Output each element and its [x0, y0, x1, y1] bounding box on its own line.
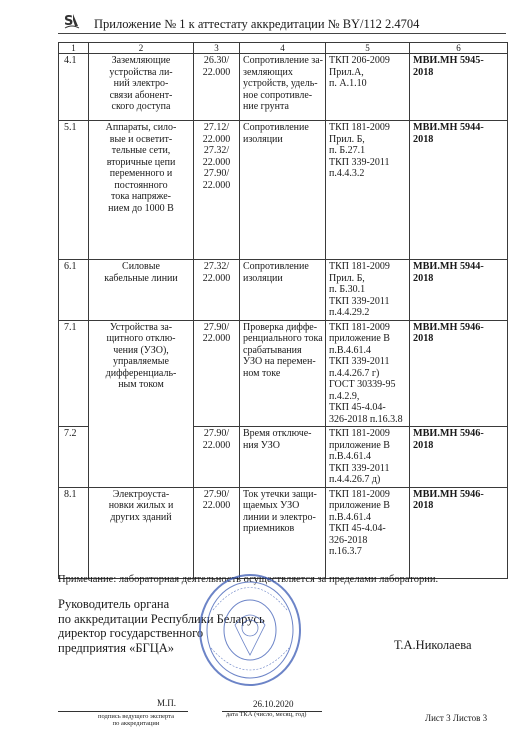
- text-line: п. Б.30.1: [329, 284, 366, 295]
- table-row: [59, 121, 508, 260]
- text-line: 326-2018: [329, 534, 368, 546]
- column-number: 6: [410, 43, 508, 54]
- text-line: 22.000: [202, 500, 231, 511]
- text-line: ТКП 339-2011: [329, 156, 390, 168]
- svg-text:S: S: [64, 14, 74, 29]
- text-line: п.4.4.3.2: [329, 168, 365, 179]
- text-line: приложение В: [329, 500, 390, 511]
- accreditation-date: 26.10.2020: [253, 699, 294, 709]
- text-line: п.4.2.9,: [329, 390, 360, 402]
- text-line: ТКП 339-2011: [329, 356, 390, 367]
- footnote: Примечание: лабораторная деятельность осуществляется за пределами лаборатории.: [58, 574, 439, 585]
- standard-document: [326, 121, 410, 260]
- expert-signature-caption: [88, 713, 184, 727]
- text-line: Устройства за-: [109, 321, 173, 333]
- product-code: [194, 427, 240, 488]
- table-row: [59, 54, 508, 121]
- item-number: 4.1: [59, 54, 89, 121]
- text-line: Аппараты, сило-: [105, 122, 177, 133]
- test-method: МВИ.МН 5944-2018: [410, 260, 508, 321]
- test-object: [89, 121, 194, 260]
- text-line: других зданий: [110, 511, 172, 523]
- text-line: приложение В: [329, 439, 390, 451]
- text-line: п.16.3.7: [329, 546, 362, 557]
- text-line: ТКП 206-2009: [329, 55, 390, 66]
- column-number: 4: [240, 43, 326, 54]
- text-line: ТКП 181-2009: [329, 488, 390, 500]
- text-line: 22.000: [202, 179, 231, 191]
- accreditation-scope-table: [58, 42, 508, 579]
- table-row: [59, 320, 508, 427]
- text-line: постоянного: [114, 179, 168, 191]
- text-line: ным током: [118, 379, 164, 390]
- text-line: переменного и: [109, 168, 173, 179]
- text-line: ТКП 339-2011: [329, 295, 390, 307]
- text-line: ТКП 45-4.04-: [329, 523, 386, 534]
- text-line: 27.32/: [203, 145, 230, 156]
- text-line: срабатывания: [243, 344, 302, 356]
- text-line: приемников: [243, 523, 295, 534]
- column-number: 1: [59, 43, 89, 54]
- table-row: [59, 260, 508, 321]
- text-line: ТКП 181-2009: [329, 261, 390, 272]
- stamp-place-label: М.П.: [157, 698, 177, 708]
- product-code: [194, 260, 240, 321]
- text-line: новки жилых и: [108, 500, 174, 511]
- text-line: линии и электро-: [243, 511, 316, 523]
- product-code: [194, 320, 240, 427]
- text-line: по аккредитации Республики Беларусь: [58, 611, 265, 626]
- column-number: 5: [326, 43, 410, 54]
- header-rule: [58, 33, 506, 34]
- text-line: 22.000: [202, 272, 231, 284]
- item-number: 7.1: [59, 320, 89, 427]
- text-line: Прил. Б,: [329, 133, 365, 145]
- text-line: 27.90/: [203, 428, 230, 439]
- text-line: Проверка диффе-: [243, 321, 318, 333]
- text-line: вторичные цепи: [106, 156, 176, 168]
- text-line: ния УЗО: [243, 439, 280, 451]
- expert-signature-line: [58, 711, 188, 712]
- text-line: 22.000: [202, 133, 231, 145]
- standard-document: [326, 260, 410, 321]
- official-seal-icon: [195, 570, 305, 690]
- text-line: Силовые: [122, 261, 160, 272]
- text-line: Прил.А,: [329, 66, 364, 78]
- text-line: изоляции: [243, 272, 283, 284]
- characteristic: [240, 121, 326, 260]
- text-line: предприятия «БГЦА»: [58, 640, 175, 655]
- text-line: ТКП 181-2009: [329, 321, 390, 333]
- item-number: 8.1: [59, 487, 89, 578]
- characteristic: [240, 260, 326, 321]
- text-line: вые и осветит-: [109, 133, 173, 145]
- text-line: п. Б.27.1: [329, 145, 366, 156]
- standard-document: [326, 320, 410, 427]
- text-line: ГОСТ 30339-95: [329, 379, 396, 390]
- characteristic: [240, 487, 326, 578]
- date-caption: дата ТКА (число, месяц, год): [226, 711, 307, 718]
- text-line: Руководитель органа: [58, 597, 170, 611]
- test-method: МВИ.МН 5946-2018: [410, 427, 508, 488]
- test-method: МВИ.МН 5946-2018: [410, 487, 508, 578]
- bgca-logo-icon: [64, 12, 80, 30]
- column-number-row: [59, 43, 508, 54]
- text-line: ТКП 181-2009: [329, 428, 390, 439]
- text-line: устройств, удель-: [243, 78, 318, 89]
- product-code: [194, 487, 240, 578]
- product-code: [194, 121, 240, 260]
- text-line: земляющих: [243, 66, 293, 78]
- text-line: УЗО на перемен-: [243, 356, 316, 367]
- characteristic: [240, 427, 326, 488]
- text-line: Заземляющие: [111, 55, 171, 66]
- text-line: п.В.4.61.4: [329, 344, 372, 356]
- test-object: [89, 260, 194, 321]
- text-line: директор государственного: [58, 626, 204, 640]
- text-line: щитного отклю-: [106, 333, 176, 344]
- table-row: [59, 487, 508, 578]
- text-line: ное сопротивле-: [243, 89, 313, 101]
- text-line: п.4.4.26.7 г): [329, 367, 380, 379]
- standard-document: [326, 427, 410, 488]
- text-line: тока напряже-: [110, 191, 172, 202]
- test-method: МВИ.МН 5945-2018: [410, 54, 508, 121]
- standard-document: [326, 54, 410, 121]
- text-line: Сопротивление: [243, 261, 309, 272]
- text-line: 326-2018 п.16.3.8: [329, 413, 403, 425]
- text-line: Сопротивление за-: [243, 55, 323, 66]
- text-line: п.В.4.61.4: [329, 451, 372, 462]
- item-number: 7.2: [59, 427, 89, 488]
- text-line: связи абонент-: [109, 89, 173, 101]
- test-method: МВИ.МН 5946-2018: [410, 320, 508, 427]
- text-line: ном токе: [243, 367, 281, 379]
- column-number: 3: [194, 43, 240, 54]
- text-line: дифференциаль-: [105, 367, 177, 379]
- text-line: ренциального тока: [243, 333, 323, 344]
- text-line: 27.12/: [203, 122, 230, 133]
- characteristic: [240, 54, 326, 121]
- text-line: 26.30/: [203, 55, 230, 66]
- text-line: Прил. Б,: [329, 272, 365, 284]
- text-line: кабельные линии: [104, 272, 178, 284]
- standard-document: [326, 487, 410, 578]
- text-line: п.4.4.26.7 д): [329, 474, 381, 485]
- text-line: ТКП 45-4.04-: [329, 402, 386, 413]
- signatory-name: Т.А.Николаева: [394, 638, 472, 652]
- text-line: щаемых УЗО: [243, 500, 300, 511]
- test-method: МВИ.МН 5944-2018: [410, 121, 508, 260]
- test-object: [89, 320, 194, 487]
- text-line: чения (УЗО),: [113, 344, 169, 356]
- text-line: подпись ведущего эксперта: [98, 713, 174, 720]
- text-line: Время отключе-: [243, 428, 312, 439]
- text-line: по аккредитации: [112, 720, 160, 727]
- text-line: управляемые: [113, 356, 169, 367]
- text-line: 22.000: [202, 333, 231, 344]
- page-header: Приложение № 1 к аттестату аккредитации № BY/112 2.4704: [94, 17, 420, 31]
- item-number: 5.1: [59, 121, 89, 260]
- text-line: тельные сети,: [111, 145, 171, 156]
- item-number: 6.1: [59, 260, 89, 321]
- text-line: ний электро-: [113, 78, 169, 89]
- text-line: 27.32/: [203, 261, 230, 272]
- text-line: ТКП 181-2009: [329, 122, 390, 133]
- text-line: Электроуста-: [112, 488, 170, 500]
- text-line: п.В.4.61.4: [329, 511, 372, 523]
- column-number: 2: [89, 43, 194, 54]
- text-line: 27.90/: [203, 488, 230, 500]
- page-counter: Лист 3 Листов 3: [425, 713, 488, 723]
- text-line: Сопротивление: [243, 122, 309, 133]
- text-line: ние грунта: [243, 101, 289, 112]
- text-line: Ток утечки защи-: [243, 488, 317, 500]
- text-line: приложение В: [329, 333, 390, 344]
- text-line: 22.000: [202, 156, 231, 168]
- text-line: ТКП 339-2011: [329, 462, 390, 474]
- text-line: устройства ли-: [109, 66, 173, 78]
- product-code: [194, 54, 240, 121]
- test-object: [89, 54, 194, 121]
- text-line: 27.90/: [203, 321, 230, 333]
- text-line: п. А.1.10: [329, 78, 367, 89]
- text-line: изоляции: [243, 133, 283, 145]
- text-line: п.4.4.29.2: [329, 307, 370, 318]
- text-line: 22.000: [202, 439, 231, 451]
- text-line: 27.90/: [203, 168, 230, 179]
- text-line: нием до 1000 В: [108, 202, 174, 214]
- text-line: ского доступа: [111, 101, 171, 112]
- text-line: 22.000: [202, 66, 231, 78]
- test-object: [89, 487, 194, 578]
- characteristic: [240, 320, 326, 427]
